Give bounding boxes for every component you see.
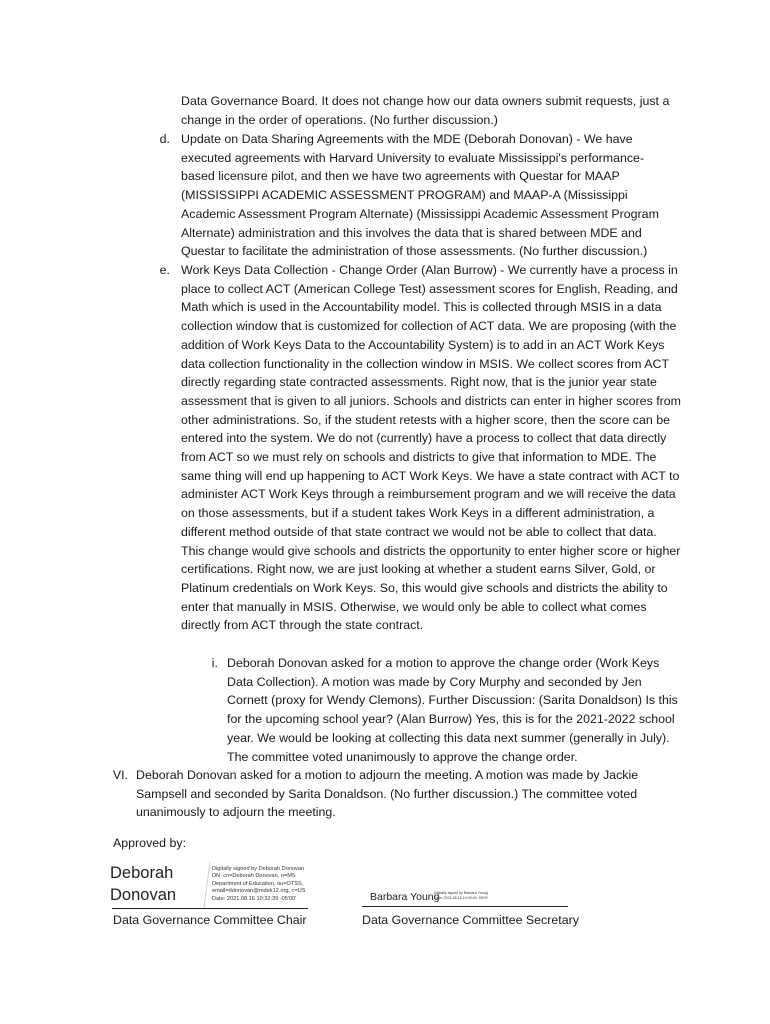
signer1-signature-name — [110, 862, 206, 906]
item-d-text: Update on Data Sharing Agreements with the MDE (Deborah Donovan) - We have executed agreements with Harvard University to evaluate Mississippi's performance-based licensure pilot, and then we have two agreements with Questar for MAAP (MISSISSIPPI ACADEMIC ASSESSMENT PROGRAM) and MAAP-A (Mississippi Academic Assessment Program Alternate) (Mississippi Academic Assessment Program Alternate) administration and this involves the data that is shared between MDE and Questar to facilitate the administration of those assessments. (No further discussion.) — [181, 132, 659, 259]
signature-mark-icon — [202, 862, 212, 908]
section-vi-marker: VI. — [112, 768, 128, 782]
item-d-marker: d. — [159, 132, 170, 146]
subitem-i-text: Deborah Donovan asked for a motion to approve the change order (Work Keys Data Collection). A motion was made by Cory Murphy and seconded by Jen Cornett (proxy for Wendy Clemons). Further Discussion: (Sarita Donaldson) Is this for the upcoming school year? (Alan Burrow) Yes, this is for the 2021-2022 school year. We would be looking at collecting this data next summer (generally in July). The committee voted unanimously to approve the change order. — [227, 656, 678, 764]
signer2-signature-line — [362, 906, 568, 907]
signer1-sig-line: Department of Education, ou=OTSS, — [212, 880, 304, 887]
signer2-sig-line: Digitally signed by Barbara Young — [434, 891, 488, 895]
signer1-digital-signature — [212, 866, 312, 903]
signer2-signature-name: Barbara Young — [370, 891, 440, 903]
subitem-i-marker: i. — [211, 656, 218, 670]
signer1-sig-line: Date: 2021.08.16 10:32:39 -05'00' — [212, 895, 297, 902]
approved-by-label: Approved by: — [113, 836, 187, 850]
signer2-sig-line: Date: 2021.08.16 10:49:49 -05'00' — [434, 895, 489, 900]
signer1-signature-line — [112, 908, 308, 909]
signer1-sig-line: email=ddonovan@mdek12.org, c=US — [212, 888, 306, 895]
signer2-title: Data Governance Committee Secretary — [362, 913, 579, 927]
item-e-marker: e. — [159, 263, 170, 277]
signer1-last-name: Donovan — [110, 886, 177, 904]
section-vi-text: Deborah Donovan asked for a motion to adjourn the meeting. A motion was made by Jackie Sampsell and seconded by Sarita Donaldson. (No further discussion.) The committee voted unanimously to adjourn the meeting. — [136, 768, 639, 820]
signer1-sig-line: Digitally signed by Deborah Donovan — [212, 866, 305, 872]
signer1-title: Data Governance Committee Chair — [113, 913, 307, 927]
signer2-digital-signature — [434, 891, 514, 900]
item-e-text: Work Keys Data Collection - Change Order (Alan Burrow) - We currently have a process in place to collect ACT (American College Test) assessment scores for English, Reading, and Math which is used in the Accountability model. This is collected through MSIS in a data collection window that is customized for collection of ACT data. We are proposing (with the addition of Work Keys Data to the Accountability System) is to add in an ACT Work Keys data collection functionality in the collection window in MSIS. We collect scores from ACT directly regarding state contracted assessments. Right now, that is the junior year state assessment that is given to all juniors. Schools and districts can enter in higher scores from other administrations. So, if the student retests with a higher score, then the score can be entered into the system. We do not (currently) have a process to collect that data directly from ACT so we must rely on schools and districts to give that information to MDE. The same thing will end up happening to ACT Work Keys. We have a state contract with ACT to administer ACT Work Keys through a reimbursement program and we will receive the data on those assessments, but if a student takes Work Keys in a different administration, a different method outside of that state contract we would not be able to collect that data. This change would give schools and districts the opportunity to enter higher score or higher certifications. Right now, we are just looking at whether a student earns Silver, Gold, or Platinum credentials on Work Keys. So, this would give schools and districts the ability to enter that manually in MSIS. Otherwise, we would only be able to collect what comes directly from ACT through the state contract. — [181, 263, 681, 633]
signer1-first-name: Deborah — [110, 864, 174, 882]
item-c-continuation: Data Governance Board. It does not change how our data owners submit requests, just a change in the order of operations. (No further discussion.) — [181, 94, 670, 127]
signer1-sig-line: DN: cn=Deborah Donovan, o=MS — [212, 873, 296, 880]
